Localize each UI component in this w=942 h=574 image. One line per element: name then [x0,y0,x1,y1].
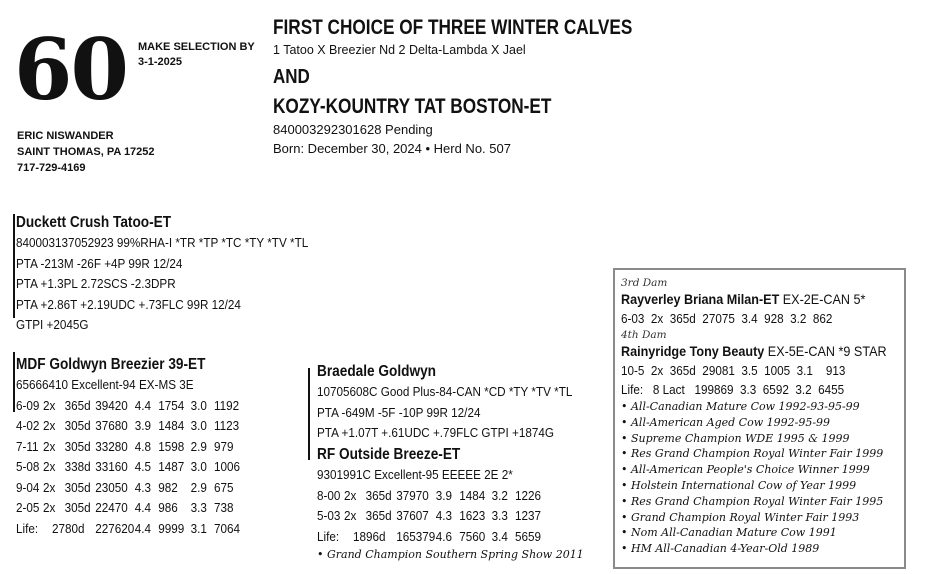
record-row [16,396,250,417]
record-cell: 3.3 [190,500,207,515]
make-selection-date: 3-1-2025 [138,56,183,68]
third-dam-score: EX-2E-CAN 5* [779,291,866,307]
sire-line: GTPI +2045G [16,317,89,332]
honor-item: • All-Canadian Mature Cow 1992-93-95-99 [621,400,860,413]
mgd-classification: 9301991C Excellent-95 EEEEE 2E 2* [317,467,513,482]
record-cell: 2x [344,487,357,503]
honor-item: • All-American Aged Cow 1992-95-99 [621,415,831,429]
lifetime-cell: 9999 [158,520,185,536]
record-cell: 2x [43,459,56,474]
record-cell: 6-09 [16,397,40,413]
fourth-dam-honors [621,399,900,557]
record-cell: 5-03 [317,508,341,523]
record-row [16,457,250,478]
record-cell: 982 [158,479,178,495]
lifetime-cell: Life: [317,528,340,544]
record-cell: 37680 [95,418,128,433]
record-cell: 4.3 [435,508,453,523]
mgs-bracket [308,368,310,460]
sire-block [16,213,341,336]
record-cell: 1487 [158,459,185,474]
record-cell: 1484 [158,418,185,433]
record-cell: 1192 [214,397,240,413]
lot-number: 60 [14,20,127,119]
mgs-line: PTA +1.07T +.61UDC +.79FLC GTPI +1874G [317,425,554,440]
record-cell: 39420 [95,397,128,413]
honor-item: • All-American People's Choice Winner 1999 [621,463,870,477]
honor-item: • Supreme Champion WDE 1995 & 1999 [621,431,850,445]
record-cell: 1598 [158,438,185,454]
record-cell: 8-00 [317,487,341,503]
honor-item: • Holstein International Cow of Year 1999 [621,478,857,492]
sire-name: Duckett Crush Tatoo-ET [16,214,172,231]
dam-block [16,355,276,539]
honor-item: • HM All-Canadian 4-Year-Old 1989 [621,542,820,556]
animal-name: KOZY-KOUNTRY TAT BOSTON-ET [273,95,552,118]
make-selection-note [138,40,255,70]
lifetime-cell: 3.4 [491,528,508,544]
lifetime-cell: 3.1 [190,520,207,536]
lifetime-cell: 165379 [396,528,436,544]
make-selection-label: MAKE SELECTION BY [138,41,255,53]
consignor-name: ERIC NISWANDER [17,130,114,142]
honor-item: • Grand Champion Royal Winter Fair 1993 [621,510,860,524]
mgd-records [317,486,584,548]
consignor-block [17,128,155,176]
honor-item: • Res Grand Champion Royal Winter Fair 1999 [621,447,884,461]
record-cell: 2.9 [190,438,207,454]
record-cell: 2-05 [16,500,40,515]
record-cell: 738 [214,500,234,515]
record-cell: 4-02 [16,418,40,433]
record-cell: 9-04 [16,479,40,495]
sire-line: 840003137052923 99%RHA-I *TR *TP *TC *TY *TV *TL [16,235,309,250]
lifetime-cell: 4.4 [134,520,152,536]
record-cell: 7-11 [16,438,39,454]
record-cell: 3.0 [190,459,207,474]
third-dam-label: 3rd Dam [621,277,668,289]
lifetime-cell: 1896d [353,528,386,544]
lot-title: FIRST CHOICE OF THREE WINTER CALVES [273,16,633,39]
record-cell: 365d [365,508,392,523]
sire-line: PTA +1.3PL 2.72SCS -2.3DPR [16,276,176,291]
record-cell: 1754 [158,397,185,413]
dam-records [16,396,276,540]
record-cell: 1226 [515,487,542,503]
sire-line: PTA +2.86T +2.19UDC +.73FLC 99R 12/24 [16,296,241,312]
fourth-dam-label: 4th Dam [621,329,667,341]
record-cell: 22470 [95,500,128,515]
third-dam-name: Rayverley Briana Milan-ET [621,291,780,307]
ancestry-box [613,268,906,569]
lifetime-cell: Life: [16,520,39,536]
record-cell: 3.0 [190,418,207,433]
record-cell: 365d [64,397,91,413]
record-cell: 4.4 [134,397,152,413]
record-cell: 305d [64,418,91,433]
record-cell: 1237 [515,508,542,523]
lifetime-cell: 4.6 [435,528,453,544]
fourth-dam-life: Life: 8 Lact 199869 3.3 6592 3.2 6455 [621,382,845,397]
third-dam-record: 6-03 2x 365d 27075 3.4 928 3.2 862 [621,311,833,326]
record-cell: 37970 [396,487,429,503]
record-cell: 4.8 [134,438,152,454]
record-row [16,498,250,519]
record-cell: 1623 [459,508,486,523]
record-cell: 3.2 [491,487,508,503]
record-cell: 4.5 [134,459,152,474]
record-cell: 1484 [459,487,486,503]
lifetime-cell: 5659 [515,528,542,544]
record-cell: 3.3 [491,508,508,523]
honor-item: • Res Grand Champion Royal Winter Fair 1995 [621,494,884,508]
record-cell: 2x [43,479,56,495]
third-dam-heading [621,290,872,309]
record-cell: 37607 [396,508,429,523]
consignor-address: SAINT THOMAS, PA 17252 [17,146,155,158]
mgd-block [317,445,584,563]
record-row [16,478,250,499]
lifetime-row [16,519,250,540]
fourth-dam-record: 10-5 2x 365d 29081 3.5 1005 3.1 913 [621,363,846,378]
lifetime-cell: 7560 [459,528,486,544]
record-cell: 2x [344,508,357,523]
sire-line: PTA -213M -26F +4P 99R 12/24 [16,255,183,271]
mgs-line: PTA -649M -5F -10P 99R 12/24 [317,404,481,420]
record-cell: 1006 [214,459,241,474]
record-cell: 1123 [214,418,240,433]
sire-bracket [13,214,15,318]
record-row [317,486,557,507]
record-cell: 4.3 [134,479,152,495]
animal-birth-info: Born: December 30, 2024 • Herd No. 507 [273,141,511,156]
record-row [317,506,557,527]
fourth-dam-heading [621,342,887,361]
record-cell: 305d [64,438,91,454]
record-cell: 2x [43,438,56,454]
record-cell: 4.4 [134,500,152,515]
record-cell: 33160 [95,459,128,474]
record-cell: 3.0 [190,397,207,413]
lifetime-row [317,527,557,548]
lot-and: AND [273,66,310,88]
record-cell: 33280 [95,438,128,454]
fourth-dam-score: EX-5E-CAN *9 STAR [764,343,887,359]
mgd-name: RF Outside Breeze-ET [317,446,461,463]
record-cell: 2.9 [190,479,207,495]
animal-id: 840003292301628 Pending [273,122,433,137]
dam-bracket [13,352,15,412]
mgs-line: 10705608C Good Plus-84-CAN *CD *TY *TV *TL [317,384,573,399]
record-cell: 23050 [95,479,128,495]
lifetime-cell: 2780d [52,520,85,536]
record-cell: 2x [43,500,56,515]
record-cell: 979 [214,438,234,454]
lifetime-cell: 227620 [95,520,135,536]
record-cell: 986 [158,500,178,515]
fourth-dam-name: Rainyridge Tony Beauty [621,343,765,359]
record-cell: 3.9 [435,487,453,503]
lifetime-cell: 7064 [214,520,241,536]
record-cell: 2x [43,418,56,433]
mgs-block [317,362,601,444]
consignor-phone: 717-729-4169 [17,162,86,174]
mgs-name: Braedale Goldwyn [317,363,437,380]
lot-subtitle: 1 Tatoo X Breezier Nd 2 Delta-Lambda X Jael [273,43,526,57]
record-row [16,437,250,458]
record-cell: 305d [64,479,91,495]
honor-item: • Nom All-Canadian Mature Cow 1991 [621,526,837,540]
record-cell: 365d [365,487,392,503]
record-cell: 338d [64,459,91,474]
record-cell: 305d [64,500,91,515]
record-cell: 675 [214,479,234,495]
record-cell: 2x [43,397,56,413]
dam-classification: 65666410 Excellent-94 EX-MS 3E [16,377,194,392]
record-cell: 5-08 [16,459,40,474]
mgd-honor: • Grand Champion Southern Spring Show 2011 [317,548,584,561]
record-cell: 3.9 [134,418,152,433]
dam-name: MDF Goldwyn Breezier 39-ET [16,356,206,373]
record-row [16,416,250,437]
